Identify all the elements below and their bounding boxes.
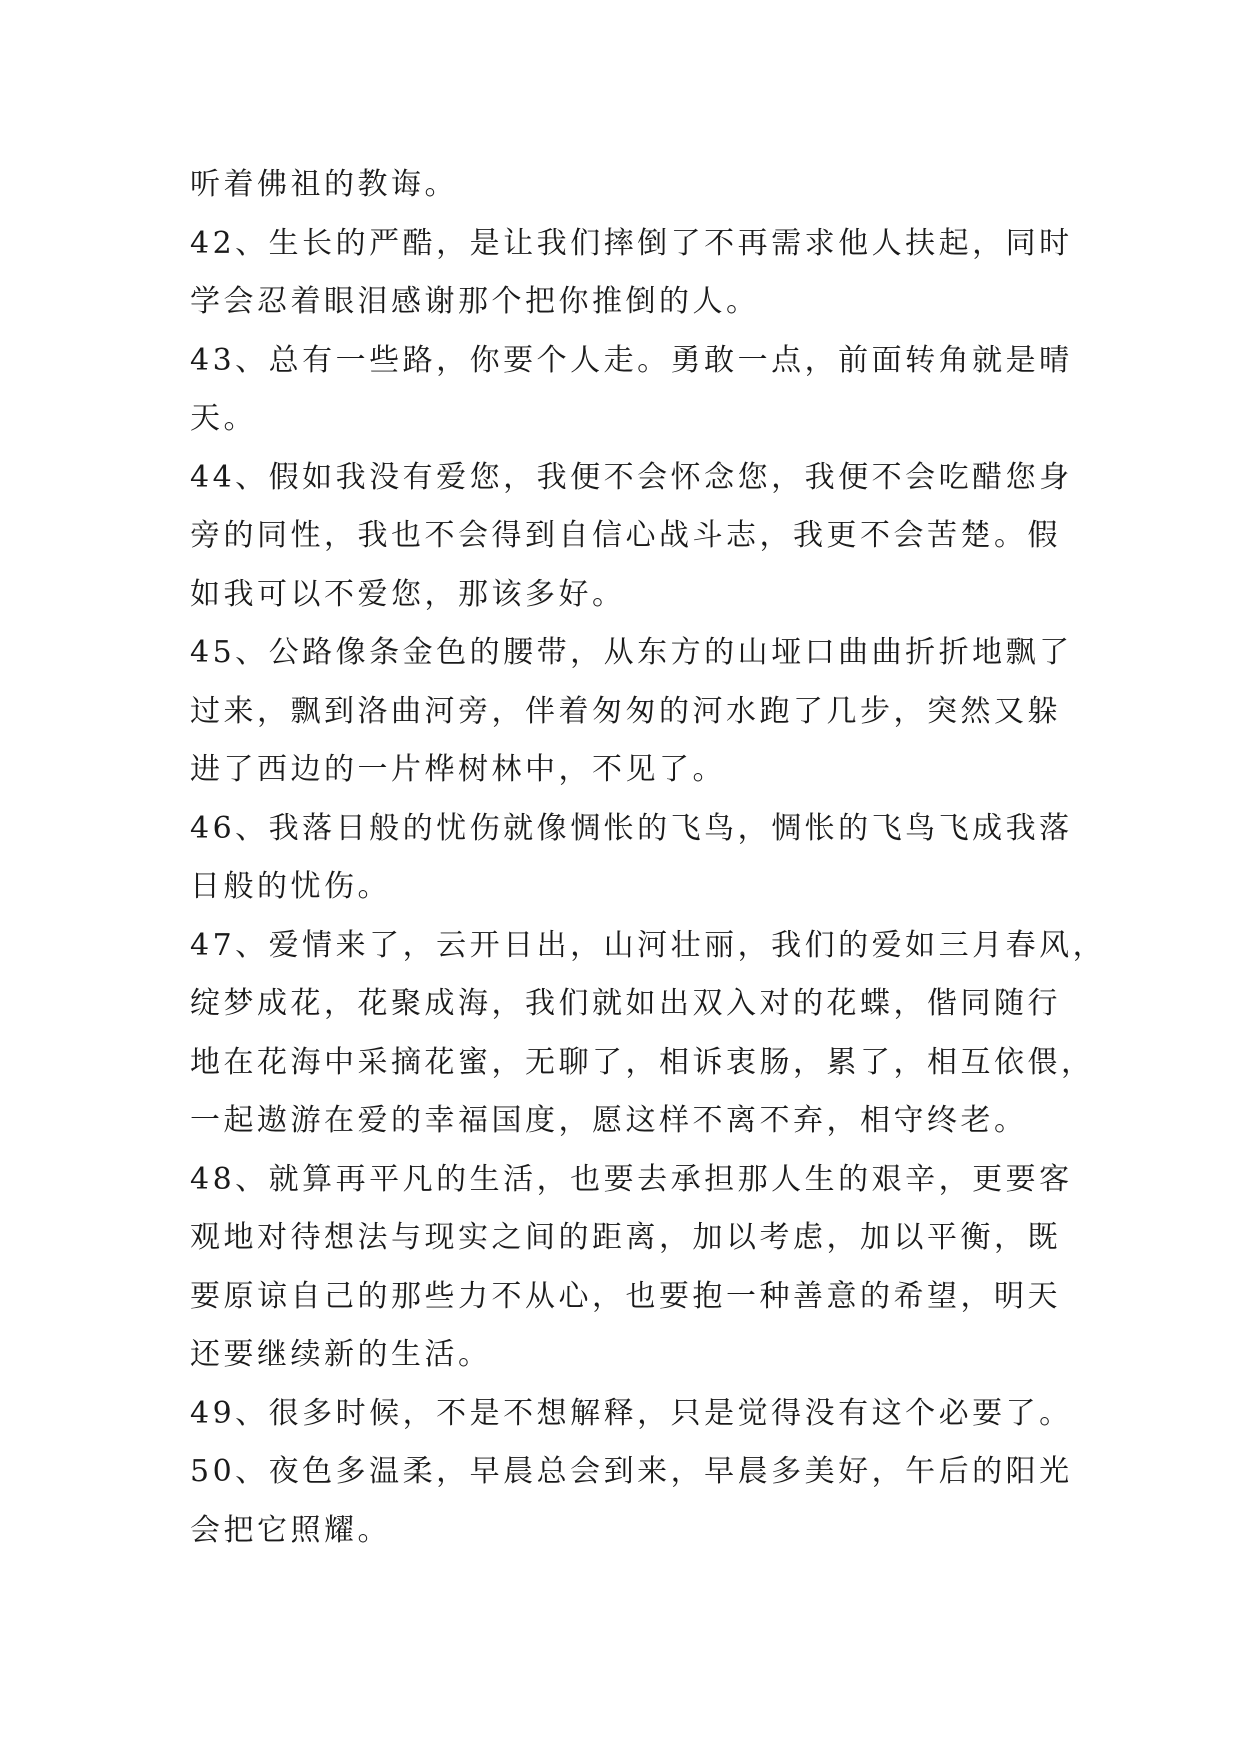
text-line: 49、很多时候，不是不想解释，只是觉得没有这个必要了。 (190, 1396, 1073, 1431)
text-line: 地在花海中采摘花蜜，无聊了，相诉衷肠，累了，相互依偎， (190, 1045, 1095, 1080)
text-line: 43、总有一些路，你要个人走。勇敢一点，前面转角就是晴 (190, 343, 1073, 378)
text-line: 过来，飘到洛曲河旁，伴着匆匆的河水跑了几步，突然又躲 (190, 694, 1061, 729)
text-line: 要原谅自己的那些力不从心，也要抱一种善意的希望，明天 (190, 1279, 1061, 1314)
text-line: 48、就算再平凡的生活，也要去承担那人生的艰辛，更要客 (190, 1162, 1073, 1197)
text-line: 还要继续新的生活。 (190, 1337, 492, 1372)
text-line: 绽梦成花，花聚成海，我们就如出双入对的花蝶，偕同随行 (190, 986, 1061, 1021)
text-line: 如我可以不爱您，那该多好。 (190, 577, 626, 612)
text-line: 进了西边的一片桦树林中，不见了。 (190, 752, 726, 787)
text-line: 天。 (190, 401, 257, 436)
text-line: 一起遨游在爱的幸福国度，愿这样不离不弃，相守终老。 (190, 1103, 1028, 1138)
text-line: 45、公路像条金色的腰带，从东方的山垭口曲曲折折地飘了 (190, 635, 1073, 670)
text-line: 旁的同性，我也不会得到自信心战斗志，我更不会苦楚。假 (190, 518, 1061, 553)
text-line: 44、假如我没有爱您，我便不会怀念您，我便不会吃醋您身 (190, 460, 1073, 495)
text-line: 50、夜色多温柔，早晨总会到来，早晨多美好，午后的阳光 (190, 1454, 1073, 1489)
text-line: 46、我落日般的忧伤就像惆怅的飞鸟，惆怅的飞鸟飞成我落 (190, 811, 1073, 846)
text-line: 学会忍着眼泪感谢那个把你推倒的人。 (190, 284, 760, 319)
text-line: 观地对待想法与现实之间的距离，加以考虑，加以平衡，既 (190, 1220, 1061, 1255)
text-line: 会把它照耀。 (190, 1513, 391, 1548)
text-line: 听着佛祖的教诲。 (190, 167, 458, 202)
text-line: 日般的忧伤。 (190, 869, 391, 904)
text-line: 42、生长的严酷，是让我们摔倒了不再需求他人扶起，同时 (190, 226, 1073, 261)
text-line: 47、爱情来了，云开日出，山河壮丽，我们的爱如三月春风， (190, 928, 1107, 963)
